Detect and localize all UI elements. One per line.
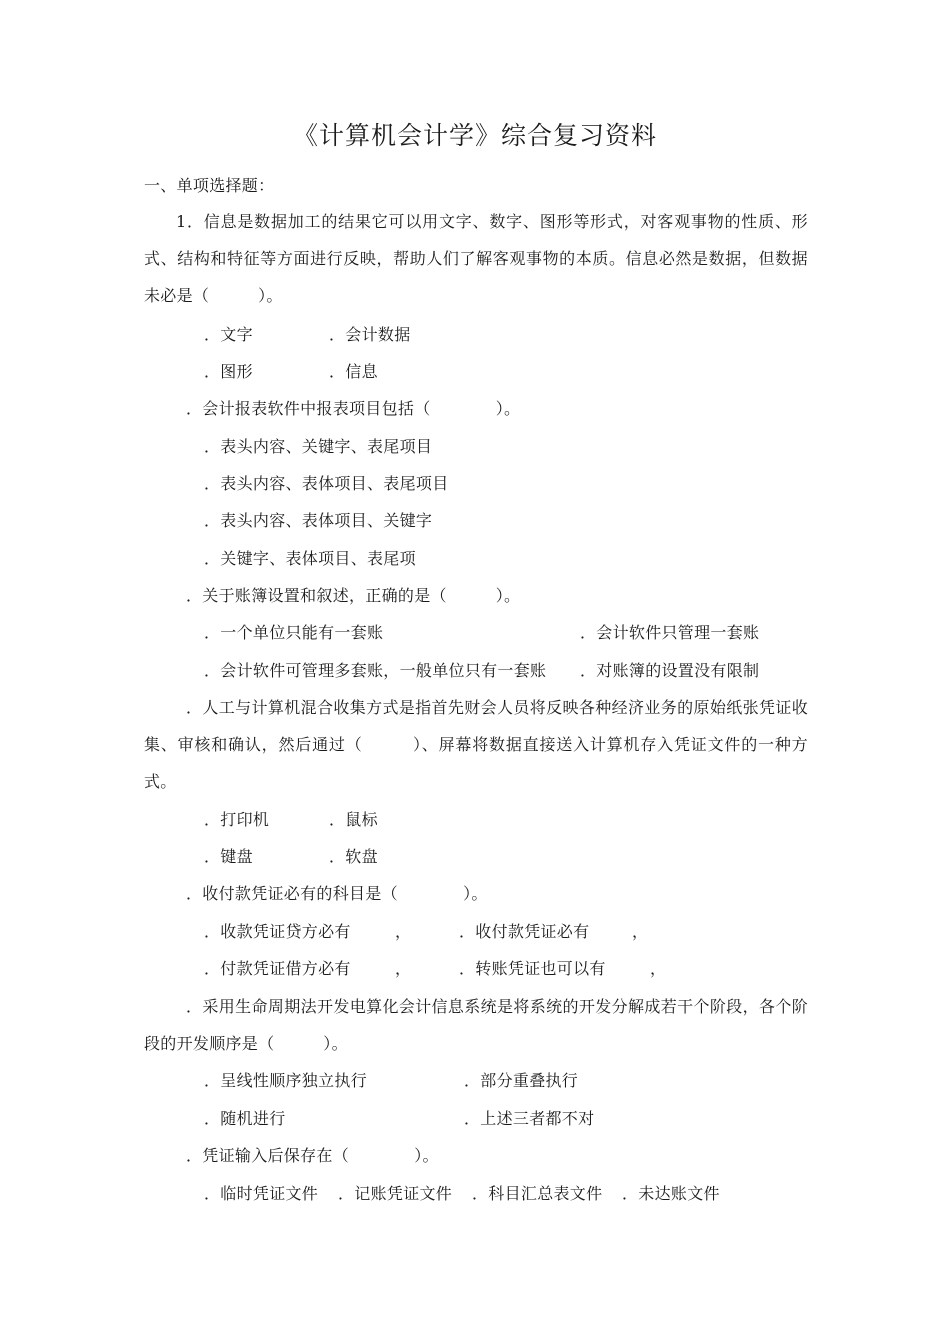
question-7-option-a: ．临时凭证文件 [204, 1184, 319, 1203]
question-4-stem: ．人工与计算机混合收集方式是指首先财会人员将反映各种经济业务的原始纸张凭证收集、审核和确认，然后通过（ ）、屏幕将数据直接送入计算机存入凭证文件的一种方式。 [144, 698, 808, 791]
question-1-option-c: ．图形 [204, 362, 253, 381]
question-4-option-a: ．打印机 [204, 810, 270, 829]
question-1-option-b: ．会计数据 [329, 325, 411, 344]
question-7-option-d: ．未达账文件 [622, 1184, 720, 1203]
question-2-option-c: ．表头内容、表体项目、关键字 [204, 511, 433, 530]
question-2-option-a: ．表头内容、关键字、表尾项目 [204, 437, 433, 456]
question-5-option-b: ．收付款凭证必有 [459, 922, 590, 941]
question-6-option-a: ．呈线性顺序独立执行 [204, 1071, 368, 1090]
question-5-option-c: ．付款凭证借方必有 [204, 959, 351, 978]
question-3-option-b: ．会计软件只管理一套账 [580, 623, 760, 642]
question-4-option-d: ．软盘 [329, 847, 378, 866]
question-3-option-d: ．对账簿的设置没有限制 [580, 661, 760, 680]
question-5-option-b-comma: ， [632, 922, 649, 941]
question-6-option-d: ．上述三者都不对 [464, 1109, 595, 1128]
question-4-option-c: ．键盘 [204, 847, 253, 866]
question-5-option-a: ．收款凭证贷方必有 [204, 922, 351, 941]
question-5-option-d: ．转账凭证也可以有 [459, 959, 606, 978]
question-7-stem: ．凭证输入后保存在（ ）。 [186, 1146, 439, 1165]
question-6-stem: ．采用生命周期法开发电算化会计信息系统是将系统的开发分解成若干个阶段，各个阶段的开发顺序是（ ）。 [144, 997, 808, 1053]
question-1-option-d: ．信息 [329, 362, 378, 381]
question-6-option-b: ．部分重叠执行 [464, 1071, 579, 1090]
question-3-option-a: ．一个单位只能有一套账 [204, 623, 384, 642]
question-2-option-d: ．关键字、表体项目、表尾项 [204, 549, 416, 568]
question-2-stem: ．会计报表软件中报表项目包括（ ）。 [186, 399, 521, 418]
question-5-option-a-comma: ， [395, 922, 412, 941]
question-5-option-d-comma: ， [650, 959, 667, 978]
question-7-option-c: ．科目汇总表文件 [472, 1184, 603, 1203]
document-title: 《计算机会计学》综合复习资料 [292, 121, 657, 150]
question-3-option-c: ．会计软件可管理多套账，一般单位只有一套账 [204, 661, 547, 680]
question-7-option-b: ．记账凭证文件 [338, 1184, 453, 1203]
question-5-stem: ．收付款凭证必有的科目是（ ）。 [186, 884, 488, 903]
question-1-stem: 1．信息是数据加工的结果它可以用文字、数字、图形等形式，对客观事物的性质、形式、结构和特征等方面进行反映，帮助人们了解客观事物的本质。信息必然是数据，但数据未必是（ ）。 [144, 212, 808, 305]
question-4-option-b: ．鼠标 [329, 810, 378, 829]
question-1-option-a: ．文字 [204, 325, 253, 344]
question-3-stem: ．关于账簿设置和叙述，正确的是（ ）。 [186, 586, 521, 605]
question-2-option-b: ．表头内容、表体项目、表尾项目 [204, 474, 449, 493]
section-heading: 一、单项选择题： [144, 176, 275, 195]
question-6-option-c: ．随机进行 [204, 1109, 286, 1128]
question-5-option-c-comma: ， [395, 959, 412, 978]
